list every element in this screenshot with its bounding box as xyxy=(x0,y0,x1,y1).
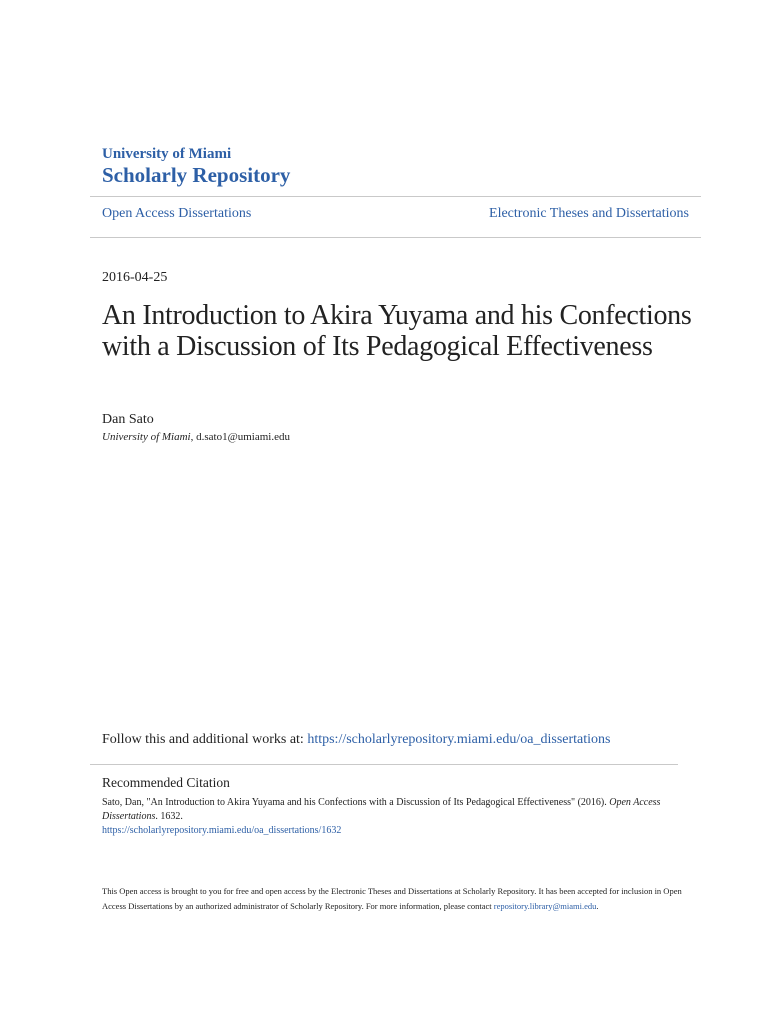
document-title: An Introduction to Akira Yuyama and his Confections with a Discussion of Its Pedagogical Effectiveness xyxy=(102,300,692,362)
nav-divider xyxy=(90,237,701,238)
footer-notice xyxy=(102,884,682,914)
contact-email-link[interactable]: repository.library@miami.edu xyxy=(493,901,597,911)
citation-body xyxy=(102,796,662,838)
citation-heading: Recommended Citation xyxy=(102,775,230,790)
citation-number: . 1632. xyxy=(155,811,183,822)
author-affiliation xyxy=(102,431,290,443)
follow-line xyxy=(102,732,610,748)
author-email: , d.sato1@umiami.edu xyxy=(190,431,290,443)
footer-text: This Open access is brought to you for free and open access by the Electronic Theses and Dissertations at Scholarly Repository. It has been accepted for inclusion in Open Access Dissertations by an authorized administrator of Scholarly Repository. For more information, please contact xyxy=(102,886,682,911)
citation-text: Sato, Dan, "An Introduction to Akira Yuyama and his Confections with a Discussion of Its Pedagogical Effectiveness" (2016). xyxy=(102,797,610,808)
citation-series: Open Access Dissertations xyxy=(102,797,661,822)
publication-date: 2016-04-25 xyxy=(102,270,168,285)
follow-url-link[interactable]: https://scholarlyrepository.miami.edu/oa_dissertations xyxy=(307,732,611,747)
repository-header xyxy=(102,145,290,188)
open-access-dissertations-link[interactable]: Open Access Dissertations xyxy=(102,206,252,221)
repository-name[interactable]: Scholarly Repository xyxy=(102,163,291,187)
citation-url-link[interactable]: https://scholarlyrepository.miami.edu/oa_dissertations/1632 xyxy=(102,825,342,836)
footer-end: . xyxy=(596,901,599,911)
follow-prefix: Follow this and additional works at: xyxy=(102,732,308,747)
affiliation-name: University of Miami xyxy=(102,431,191,443)
author-name: Dan Sato xyxy=(102,412,154,427)
university-name[interactable]: University of Miami xyxy=(102,146,232,162)
top-divider xyxy=(90,196,701,197)
citation-divider xyxy=(90,764,678,765)
electronic-theses-link[interactable]: Electronic Theses and Dissertations xyxy=(489,206,689,221)
